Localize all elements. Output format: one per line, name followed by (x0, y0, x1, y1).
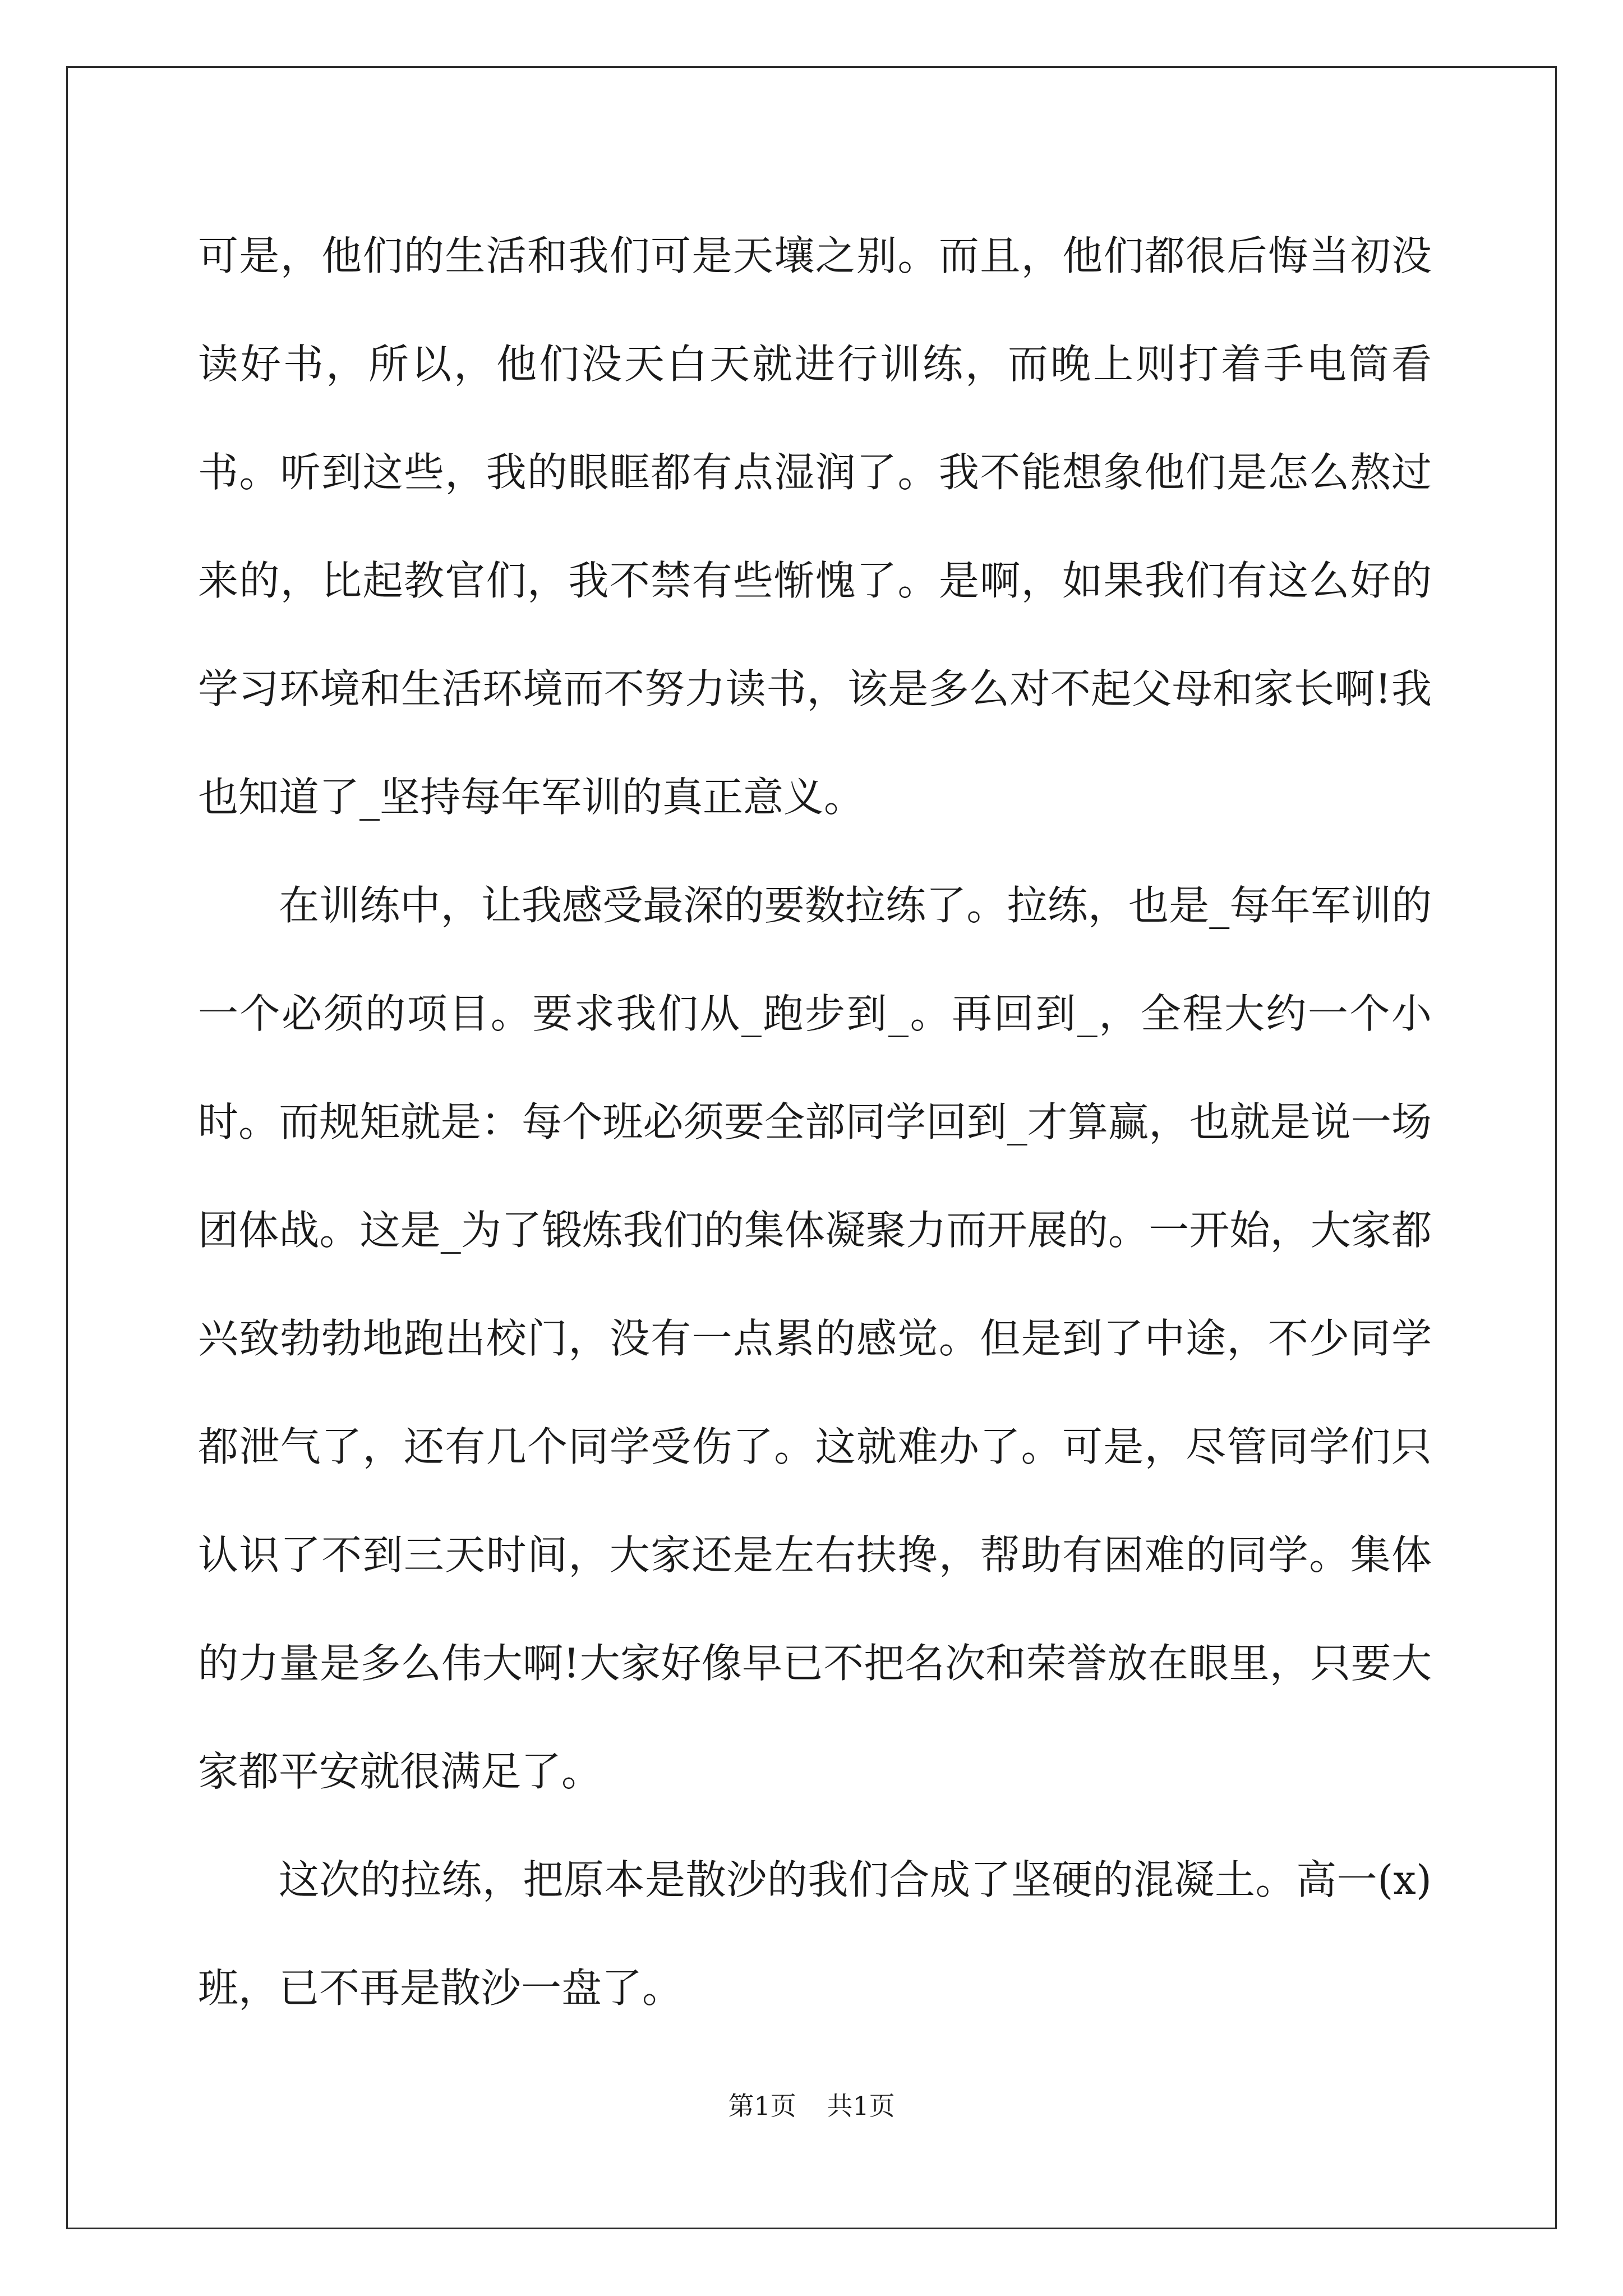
document-body (198, 202, 1432, 2042)
paragraph-3: 这次的拉练，把原本是散沙的我们合成了坚硬的混凝土。高一(x)班，已不再是散沙一盘了。 (198, 1856, 1432, 2012)
total-pages: 共1页 (827, 2091, 895, 2121)
page-footer (0, 2086, 1623, 2123)
paragraph-2: 在训练中，让我感受最深的要数拉练了。拉练，也是_每年军训的一个必须的项目。要求我们从_跑步到_。再回到_，全程大约一个小时。而规矩就是：每个班必须要全部同学回到_才算赢，也就是说一场团体战。这是_为了锻炼我们的集体凝聚力而开展的。一开始，大家都兴致勃勃地跑出校门，没有一点累的感觉。但是到了中途，不少同学都泄气了，还有几个同学受伤了。这就难办了。可是，尽管同学们只认识了不到三天时间，大家还是左右扶搀，帮助有困难的同学。集体的力量是多么伟大啊!大家好像早已不把名次和荣誉放在眼里，只要大家都平安就很满足了。 (198, 882, 1432, 1795)
paragraph-1: 可是，他们的生活和我们可是天壤之别。而且，他们都很后悔当初没读好书，所以，他们没天白天就进行训练，而晚上则打着手电筒看书。听到这些，我的眼眶都有点湿润了。我不能想象他们是怎么熬过来的，比起教官们，我不禁有些惭愧了。是啊，如果我们有这么好的学习环境和生活环境而不努力读书，该是多么对不起父母和家长啊!我也知道了_坚持每年军训的真正意义。 (198, 232, 1432, 821)
page-number: 第1页 (728, 2091, 796, 2121)
